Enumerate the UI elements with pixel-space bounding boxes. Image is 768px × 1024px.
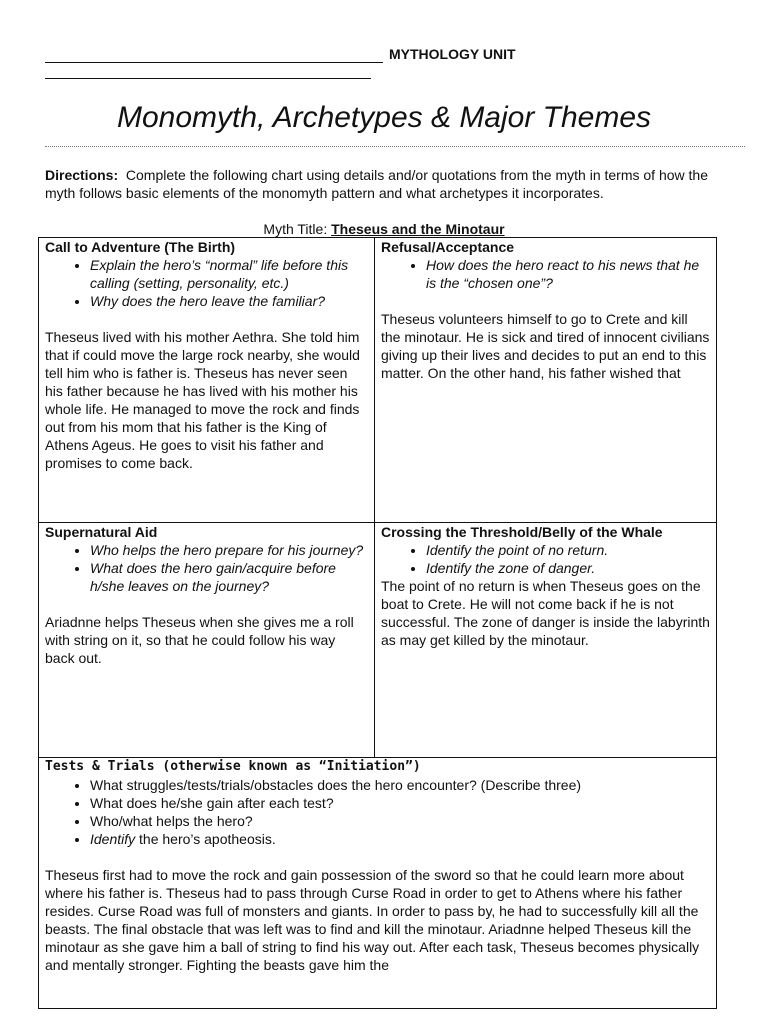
question-list [381,541,710,577]
cell-title: Supernatural Aid [45,524,158,540]
list-item-emphasis: Identify [90,831,136,847]
list-item [90,830,710,848]
answer-text[interactable]: The point of no return is when Theseus goes on the boat to Crete. He will not come back if he is not successful. The zone of danger is inside the labyrinth as may get killed by the minotaur. [381,578,710,648]
directions [45,166,725,202]
answer-text[interactable]: Ariadnne helps Theseus when she gives me a roll with string on it, so that he could follow his way back out. [45,614,354,666]
list-item: • Identify the point of no return. [426,541,710,559]
cell-refusal-acceptance [375,238,717,523]
unit-label: MYTHOLOGY UNIT [389,46,516,62]
cell-title: Call to Adventure (The Birth) [45,239,236,255]
directions-text: Complete the following chart using details and/or quotations from the myth in terms of how the myth follows basic elements of the monomyth pattern and what archetypes it incorporates. [45,167,708,201]
answer-text[interactable]: Theseus volunteers himself to go to Crete and kill the minotaur. He is sick and tired of innocent civilians giving up their lives and decides to put an end to this matter. On the other hand, his father wished that [381,311,710,381]
date-blank[interactable] [45,62,371,79]
cell-supernatural-aid [39,523,375,758]
cell-crossing-threshold [375,523,717,758]
question-list [45,776,710,848]
page-title: Monomyth, Archetypes & Major Themes [116,101,652,134]
question-list [381,256,710,292]
list-item: • Explain the hero’s “normal” life before this calling (setting, personality, etc.) [90,256,368,292]
cell-call-to-adventure [39,238,375,523]
list-item: • Who/what helps the hero? [90,812,710,830]
list-item: • How does the hero react to his news that he is the “chosen one”? [426,256,710,292]
directions-label: Directions: [45,167,119,183]
myth-title [0,220,768,238]
myth-title-label: Myth Title: [263,221,328,237]
monomyth-chart [38,237,717,1009]
list-item: • Why does the hero leave the familiar? [90,292,368,310]
question-list [45,541,368,595]
list-item: • What does he/she gain after each test? [90,794,710,812]
name-blank[interactable] [45,46,383,63]
cell-title: Crossing the Threshold/Belly of the Whale [381,524,663,540]
list-item-rest: the hero’s apotheosis. [135,831,276,847]
question-list [45,256,368,310]
list-item: • What does the hero gain/acquire before h/she leaves on the journey? [90,559,368,595]
list-item: • Who helps the hero prepare for his journey? [90,541,368,559]
title-divider [45,146,745,147]
list-item: • What struggles/tests/trials/obstacles does the hero encounter? (Describe three) [90,776,710,794]
answer-text[interactable]: Theseus first had to move the rock and gain possession of the sword so that he could learn more about where his father is. Theseus had to pass through Curse Road in order to get to Athens where his father resides. Curse Road was full of monsters and giants. In order to pass by, he had to successfully kill all the beasts. The final obstacle that was left was to find and kill the minotaur. Ariadnne helped Theseus kill the minotaur as she gave him a ball of string to find his way out. After each task, Theseus becomes physically and mentally stronger. Fighting the beasts gave him the [45,867,700,973]
cell-tests-trials [39,758,717,1009]
answer-text[interactable]: Theseus lived with his mother Aethra. She told him that if could move the large rock nearby, she would tell him who is father is. Theseus has never seen his father because he has lived with his mother his whole life. He managed to move the rock and finds out from his mom that his father is the King of Athens Ageus. He goes to visit his father and promises to come back. [45,329,360,471]
cell-title: Refusal/Acceptance [381,239,515,255]
list-item: • Identify the zone of danger. [426,559,710,577]
myth-title-value: Theseus and the Minotaur [331,221,505,237]
cell-title: Tests & Trials (otherwise known as “Initiation”) [45,759,421,774]
